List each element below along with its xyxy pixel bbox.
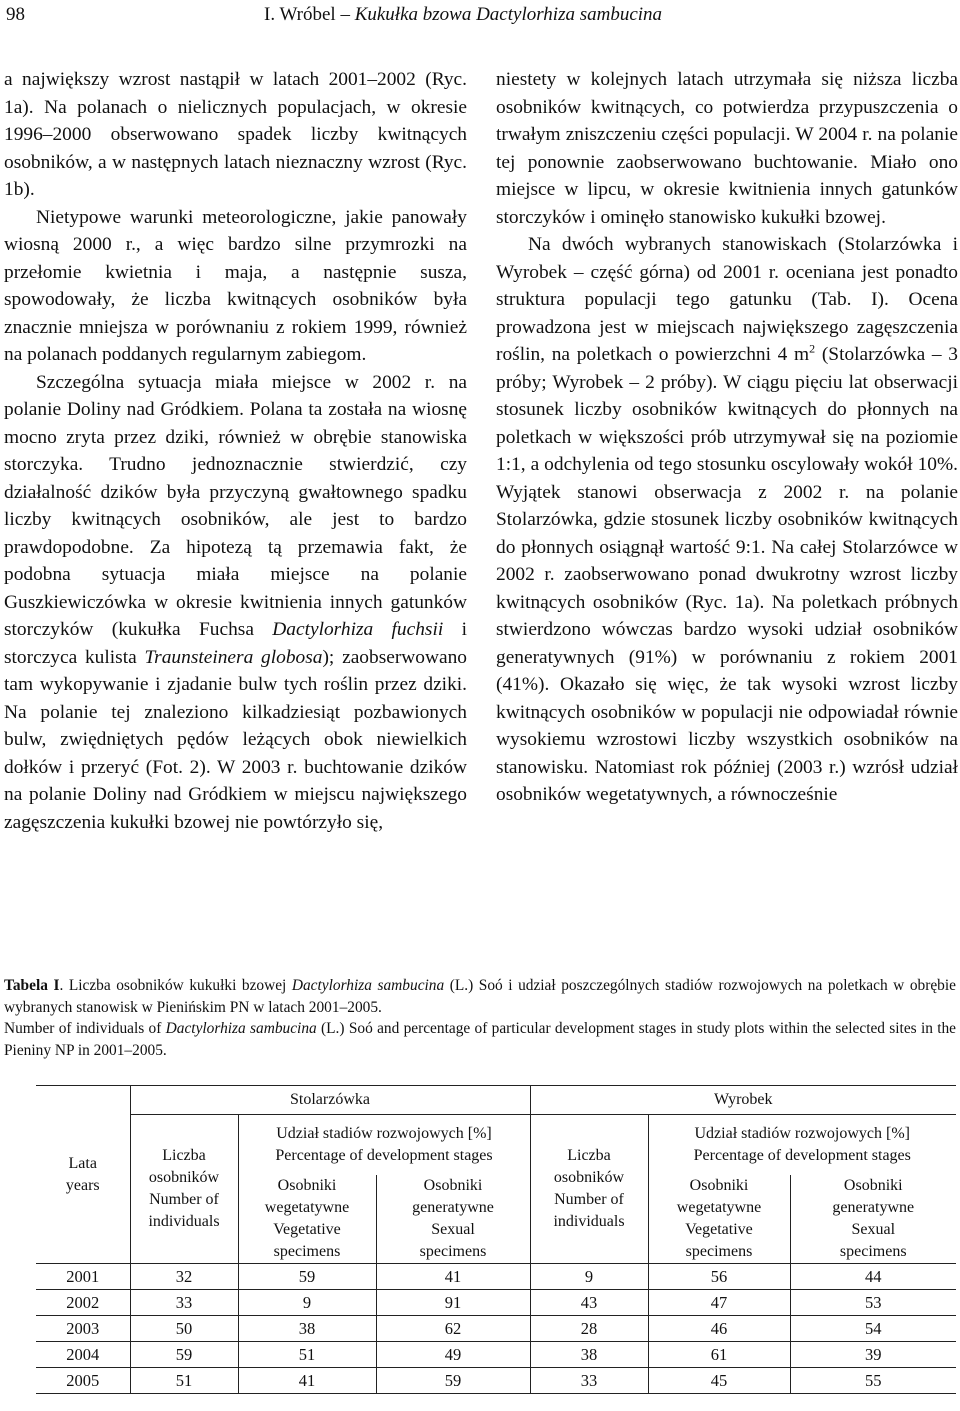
cell-stolarzowka-count: 32 [130,1264,238,1290]
cell-wyrobek-veg: 45 [648,1368,790,1394]
right-column [496,66,958,809]
cell-stolarzowka-count: 59 [130,1342,238,1368]
cell-wyrobek-count: 9 [530,1264,648,1290]
cell-year: 2003 [36,1316,130,1342]
gen-label-line2: generatywne [412,1199,494,1216]
cell-stolarzowka-count: 50 [130,1316,238,1342]
cell-wyrobek-gen: 55 [790,1368,956,1394]
running-author: I. Wróbel – [264,4,355,25]
cell-wyrobek-count: 38 [530,1342,648,1368]
left-p3-text-b: i storczyca kulista [4,619,467,668]
cell-wyrobek-veg: 47 [648,1290,790,1316]
cell-stolarzowka-veg: 38 [238,1316,376,1342]
cell-stolarzowka-gen: 62 [376,1316,530,1342]
header-site-stolarzowka: Stolarzówka [130,1086,530,1115]
header-share-stolarzowka [238,1115,530,1176]
cell-wyrobek-veg: 46 [648,1316,790,1342]
left-p3-species-1: Dactylorhiza fuchsii [272,619,444,640]
years-label-pl: Lata [68,1154,97,1172]
table-row [36,1264,956,1290]
left-paragraph-2: Nietypowe warunki meteorologiczne, jakie panowały wiosną 2000 r., a więc bardzo silne przymrozki na przełomie kwietnia i maja, a następnie susza, spowodowały, że liczba kwitnących osobników była znacznie mniejsza w porównaniu z rokiem 1999, również na polanach poddanych regularnym zabiegom. [4,206,467,365]
count-label-line2: osobników [553,1169,625,1186]
caption-english [4,1018,956,1061]
veg-label-line2: wegetatywne [676,1199,762,1216]
veg-label-line1: Osobniki [689,1177,749,1194]
left-column [4,66,467,836]
cell-wyrobek-gen: 44 [790,1264,956,1290]
table-row [36,1342,956,1368]
cell-wyrobek-gen: 54 [790,1316,956,1342]
table-caption [4,975,956,1061]
share-label-en: Percentage of development stages [275,1147,493,1164]
cell-wyrobek-count: 28 [530,1316,648,1342]
cell-wyrobek-gen: 53 [790,1290,956,1316]
right-p2-text-b: (Stolarzówka – 3 próby; Wyrobek – 2 próby). W ciągu pięciu lat obserwacji stosunek liczby osobników kwitnących do płonnych na poletkach w większości prób utrzymywał się na poziomie 1:1, a odchylenia od tego stosunku oscylowały wokół 10%. Wyjątek stanowi obserwacja z 2002 r. na polanie Stolarzówka, gdzie stosunek liczby osobników kwitnących do płonnych osiągnął wartość 9:1. Na całej Stolarzówce w 2002 r. zaobserwowano ponad dwukrotny wzrost liczby kwitnących osobników (Ryc. 1a). Na poletkach próbnych stwierdzono wówczas bardzo wysoki udział osobników generatywnych (91%) w porównaniu z rokiem 2001 (41%). Okazało się więc, że tak wysoki wzrost liczby kwitnących osobników w populacji nie odpowiadał równie wysokiemu wzrostowi liczby wszystkich osobników na stanowisku. Natomiast rok później (2003 r.) wzrósł udział osobników wegetatywnych, a równocześnie [496,344,958,805]
header-veg-stolarzowka [238,1175,376,1264]
gen-label-line1: Osobniki [843,1177,903,1194]
count-label-line4: individuals [553,1213,625,1230]
count-label-line2: osobników [148,1169,220,1186]
cell-stolarzowka-gen: 59 [376,1368,530,1394]
caption-label: Tabela I [4,977,60,994]
header-gen-wyrobek [790,1175,956,1264]
share-label-en: Percentage of development stages [693,1147,911,1164]
caption-en-b: (L.) Soó and percentage of particular development stages in study plots within the selected sites in the Pieniny NP in 2001–2005. [4,1020,957,1059]
gen-label-line4: specimens [839,1243,907,1260]
count-label-line3: Number of [554,1191,624,1208]
header-count-wyrobek [530,1115,648,1264]
right-paragraph-2 [496,231,958,809]
cell-wyrobek-veg: 56 [648,1264,790,1290]
right-p2-text-a: Na dwóch wybranych stanowiskach (Stolarzówka i Wyrobek – część górna) od 2001 r. oceniana jest ponadto struktura populacji tego gatunku (Tab. I). Ocena prowadzona jest w miejscach największego zagęszczenia roślin, na poletkach o powierzchni 4 m [496,234,958,365]
gen-label-line4: specimens [419,1243,487,1260]
running-header [4,0,956,34]
cell-stolarzowka-veg: 9 [238,1290,376,1316]
cell-year: 2001 [36,1264,130,1290]
veg-label-line4: specimens [685,1243,753,1260]
left-p3-text-c: ); zaobserwowano tam wykopywanie i zjadanie bulw tych roślin przez dziki. Na polanie tej znaleziono kilkadziesiąt pozbawionych bulw, zwiędniętych pędów leżących obok niewielkich dołków i przeryć (Fot. 2). W 2003 r. buchtowanie dzików na polanie Doliny nad Gródkiem w miejscu największego zagęszczenia kukułki bzowej nie powtórzyło się, [4,646,467,833]
cell-stolarzowka-veg: 59 [238,1264,376,1290]
cell-stolarzowka-gen: 49 [376,1342,530,1368]
left-p3-species-2: Traunsteinera globosa [144,646,323,668]
left-paragraph-1: a największy wzrost nastąpił w latach 2001–2002 (Ryc. 1a). Na polanach o nielicznych populacjach, w okresie 1996–2000 obserwowano spadek liczby kwitnących osobników, a w następnych latach nieznaczny wzrost (Ryc. 1b). [4,69,467,200]
veg-label-line1: Osobniki [277,1177,337,1194]
cell-wyrobek-veg: 61 [648,1342,790,1368]
running-title [264,0,662,30]
left-paragraph-3 [4,369,467,837]
veg-label-line4: specimens [273,1243,341,1260]
count-label-line1: Liczba [162,1147,206,1164]
gen-label-line3: Sexual [431,1221,475,1238]
veg-label-line2: wegetatywne [264,1199,350,1216]
cell-year: 2004 [36,1342,130,1368]
caption-pl-species: Dactylorhiza sambucina [291,977,445,994]
count-label-line3: Number of [149,1191,219,1208]
page-number: 98 [6,4,25,25]
cell-wyrobek-count: 43 [530,1290,648,1316]
caption-en-species: Dactylorhiza sambucina [165,1020,317,1037]
gen-label-line3: Sexual [851,1221,896,1238]
cell-wyrobek-gen: 39 [790,1342,956,1368]
right-p2-superscript: 2 [809,341,816,356]
table-row [36,1290,956,1316]
header-veg-wyrobek [648,1175,790,1264]
caption-pl-b: (L.) Soó i udział poszczególnych stadiów rozwojowych na poletkach w obrębie wybranych stanowisk w Pienińskim PN w latach 2001–2005. [4,977,956,1016]
count-label-line1: Liczba [567,1147,611,1164]
gen-label-line2: generatywne [832,1199,915,1216]
table-row [36,1368,956,1394]
cell-stolarzowka-count: 51 [130,1368,238,1394]
header-count-stolarzowka [130,1115,238,1264]
cell-stolarzowka-veg: 41 [238,1368,376,1394]
left-p3-text-a: Szczególna sytuacja miała miejsce w 2002 r. na polanie Doliny nad Gródkiem. Polana ta została na wiosnę mocno zryta przez dziki, również w obrębie stanowiska storczyka. Trudno jednoznacznie stwierdzić, czy działalność dzików była przyczyną gwałtownego spadku liczby kwitnących osobników, ale jest to bardzo prawdopodobne. Za hipotezą tą przemawia fakt, że podobna sytuacja miała miejsce na polanie Guszkiewiczówka w okresie kwitnienia innych gatunków storczyków (kukułka Fuchsa [4,371,467,640]
years-label-en: years [65,1176,100,1194]
gen-label-line1: Osobniki [423,1177,483,1194]
caption-en-a: Number of individuals of [4,1020,166,1037]
cell-stolarzowka-count: 33 [130,1290,238,1316]
share-label-pl: Udział stadiów rozwojowych [%] [276,1125,492,1142]
veg-label-line3: Vegetative [685,1221,753,1238]
cell-stolarzowka-veg: 51 [238,1342,376,1368]
count-label-line4: individuals [148,1213,220,1230]
data-table [36,1085,956,1394]
table-row [36,1316,956,1342]
cell-year: 2002 [36,1290,130,1316]
header-share-wyrobek [648,1115,956,1176]
right-paragraph-1: niestety w kolejnych latach utrzymała się niższa liczba osobników kwitnących, co potwierdza przypuszczenia o trwałym zniszczeniu części populacji. W 2004 r. na polanie tej ponownie zaobserwowano buchtowanie. Miało ono miejsce w lipcu, w okresie kwitnienia innych gatunków storczyków i ominęło stanowisko kukułki bzowej. [496,69,958,228]
header-years [36,1086,130,1264]
header-site-wyrobek: Wyrobek [530,1086,956,1115]
share-label-pl: Udział stadiów rozwojowych [%] [694,1125,910,1142]
caption-pl-a: . Liczba osobników kukułki bzowej [59,977,292,994]
running-title-italic: Kukułka bzowa Dactylorhiza sambucina [354,4,663,25]
header-gen-stolarzowka [376,1175,530,1264]
veg-label-line3: Vegetative [273,1221,341,1238]
cell-year: 2005 [36,1368,130,1394]
caption-polish [4,975,956,1018]
cell-stolarzowka-gen: 91 [376,1290,530,1316]
cell-stolarzowka-gen: 41 [376,1264,530,1290]
cell-wyrobek-count: 33 [530,1368,648,1394]
